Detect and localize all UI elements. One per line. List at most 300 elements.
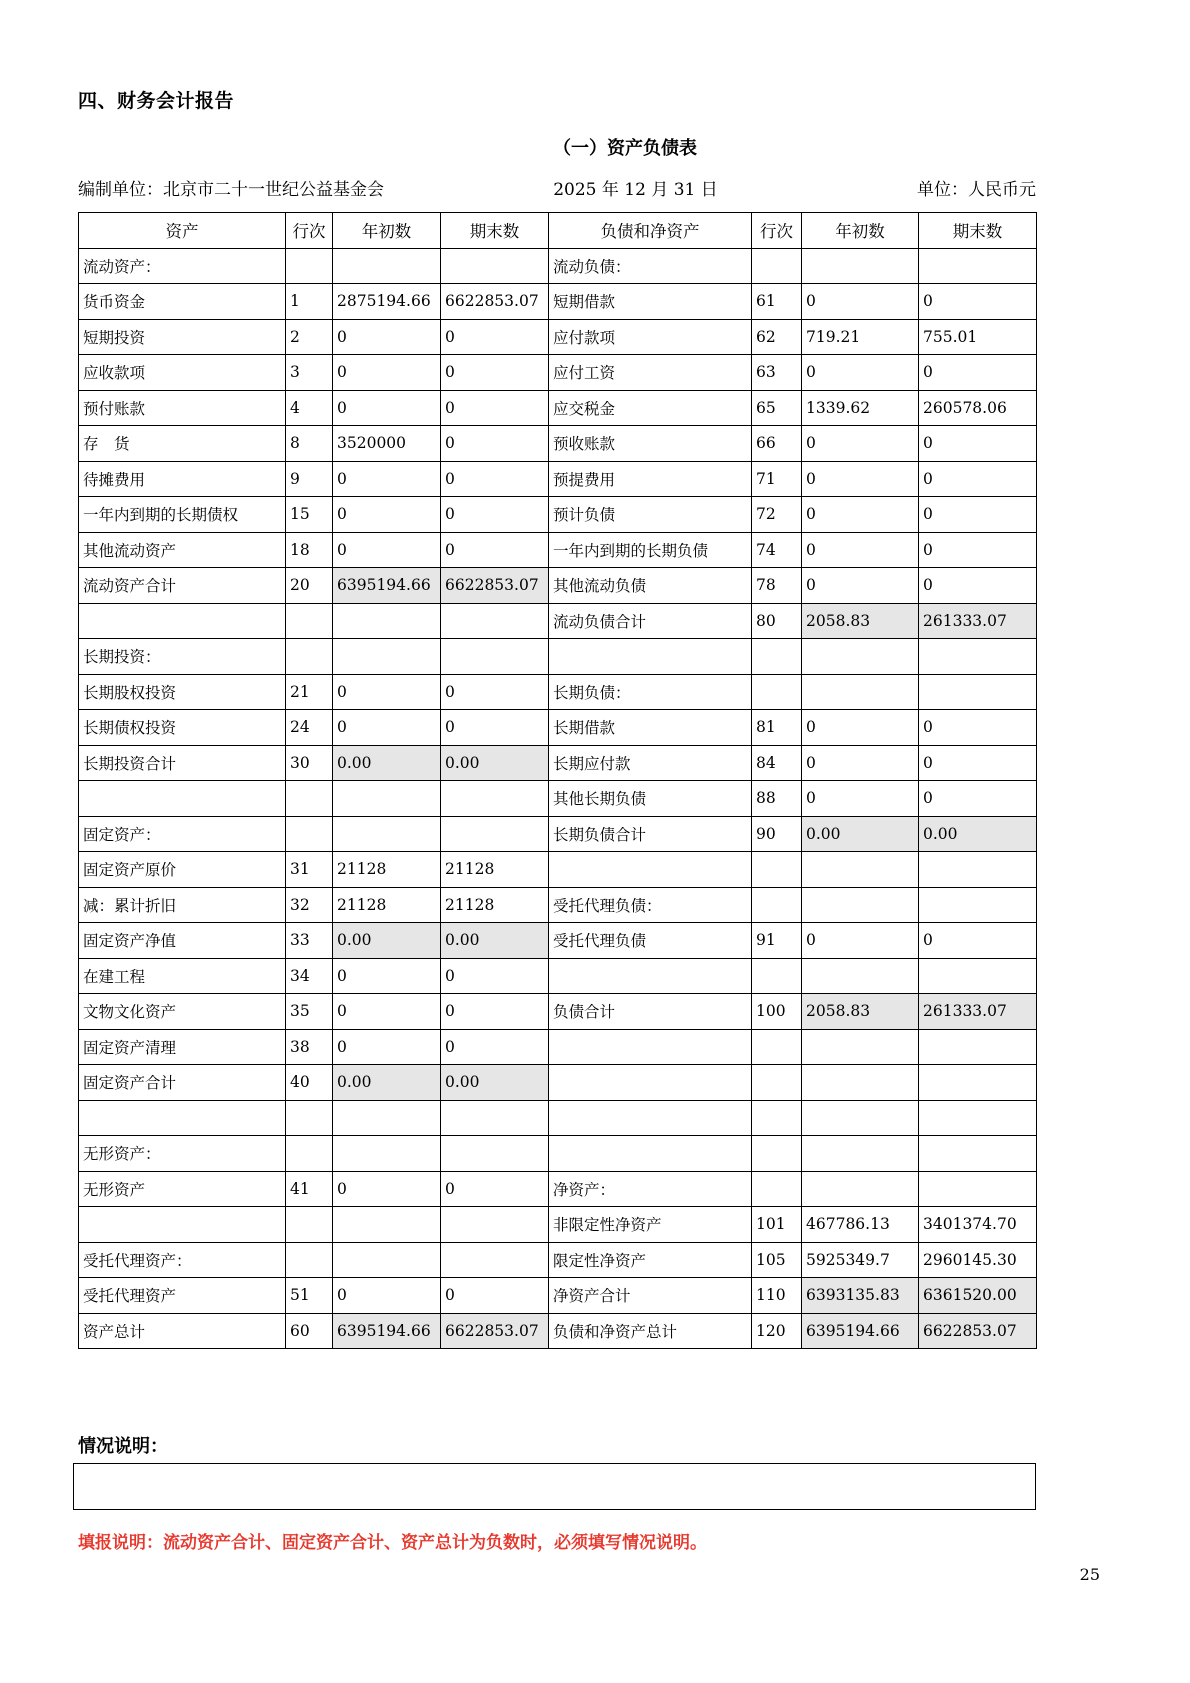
liability-end-value: 0 (919, 568, 1037, 604)
header-line-no-2: 行次 (752, 213, 802, 249)
table-row (79, 1029, 1037, 1065)
header-begin-year: 年初数 (333, 213, 441, 249)
liability-line-no: 120 (752, 1313, 802, 1349)
asset-label: 受托代理资产 (79, 1278, 286, 1314)
table-row (79, 994, 1037, 1030)
liability-label: 负债和净资产总计 (549, 1313, 752, 1349)
liability-begin-value (802, 248, 919, 284)
asset-begin-value: 0 (333, 674, 441, 710)
liability-line-no: 62 (752, 319, 802, 355)
asset-end-value: 6622853.07 (441, 1313, 549, 1349)
liability-end-value: 0 (919, 781, 1037, 817)
asset-line-no: 15 (286, 497, 333, 533)
liability-line-no (752, 674, 802, 710)
liability-end-value: 0 (919, 284, 1037, 320)
liability-end-value: 0 (919, 497, 1037, 533)
liability-label: 限定性净资产 (549, 1242, 752, 1278)
table-row (79, 1100, 1037, 1136)
liability-end-value: 6361520.00 (919, 1278, 1037, 1314)
liability-begin-value: 0 (802, 710, 919, 746)
asset-label: 长期投资合计 (79, 745, 286, 781)
table-row (79, 497, 1037, 533)
asset-line-no: 24 (286, 710, 333, 746)
asset-label: 无形资产： (79, 1136, 286, 1172)
liability-begin-value: 0 (802, 532, 919, 568)
asset-line-no: 20 (286, 568, 333, 604)
asset-line-no (286, 603, 333, 639)
liability-begin-value: 719.21 (802, 319, 919, 355)
fill-instruction-text: 填报说明：流动资产合计、固定资产合计、资产总计为负数时，必须填写情况说明。 (78, 1533, 707, 1553)
asset-begin-value: 0 (333, 532, 441, 568)
liability-end-value (919, 1100, 1037, 1136)
liability-line-no (752, 1100, 802, 1136)
liability-label (549, 852, 752, 888)
liability-begin-value: 2058.83 (802, 994, 919, 1030)
liability-label: 净资产： (549, 1171, 752, 1207)
liability-end-value (919, 639, 1037, 675)
table-row (79, 923, 1037, 959)
liability-line-no (752, 852, 802, 888)
liability-end-value (919, 1029, 1037, 1065)
liability-end-value: 261333.07 (919, 603, 1037, 639)
table-body (79, 248, 1037, 1349)
asset-label: 固定资产原价 (79, 852, 286, 888)
liability-begin-value: 6395194.66 (802, 1313, 919, 1349)
liability-begin-value: 0 (802, 461, 919, 497)
liability-begin-value (802, 887, 919, 923)
asset-begin-value: 0 (333, 461, 441, 497)
header-end-period: 期末数 (441, 213, 549, 249)
asset-line-no (286, 1100, 333, 1136)
liability-begin-value (802, 1100, 919, 1136)
asset-line-no: 21 (286, 674, 333, 710)
liability-begin-value: 5925349.7 (802, 1242, 919, 1278)
liability-line-no (752, 639, 802, 675)
liability-label: 净资产合计 (549, 1278, 752, 1314)
table-row (79, 1242, 1037, 1278)
asset-end-value: 0 (441, 1278, 549, 1314)
asset-begin-value: 0 (333, 710, 441, 746)
liability-end-value: 0 (919, 923, 1037, 959)
asset-begin-value (333, 816, 441, 852)
asset-begin-value: 3520000 (333, 426, 441, 462)
asset-end-value: 0 (441, 319, 549, 355)
liability-line-no: 105 (752, 1242, 802, 1278)
table-row (79, 674, 1037, 710)
asset-end-value: 0 (441, 958, 549, 994)
header-liabilities: 负债和净资产 (549, 213, 752, 249)
asset-label (79, 603, 286, 639)
asset-end-value (441, 781, 549, 817)
asset-end-value: 0.00 (441, 1065, 549, 1101)
page-number: 25 (1079, 1565, 1100, 1584)
table-row (79, 284, 1037, 320)
asset-label: 长期投资： (79, 639, 286, 675)
liability-label (549, 1136, 752, 1172)
header-assets: 资产 (79, 213, 286, 249)
liability-begin-value (802, 1171, 919, 1207)
liability-line-no: 84 (752, 745, 802, 781)
asset-line-no: 30 (286, 745, 333, 781)
liability-end-value (919, 887, 1037, 923)
asset-begin-value: 21128 (333, 887, 441, 923)
table-row (79, 248, 1037, 284)
report-date-label: 2025 年 12 月 31 日 (553, 180, 718, 200)
liability-begin-value: 0 (802, 781, 919, 817)
liability-end-value (919, 1171, 1037, 1207)
asset-end-value: 0.00 (441, 923, 549, 959)
liability-end-value: 2960145.30 (919, 1242, 1037, 1278)
asset-line-no (286, 1136, 333, 1172)
asset-begin-value: 0 (333, 1029, 441, 1065)
notes-input-box[interactable] (73, 1463, 1036, 1510)
liability-line-no (752, 1065, 802, 1101)
asset-label: 文物文化资产 (79, 994, 286, 1030)
asset-line-no (286, 1242, 333, 1278)
liability-line-no (752, 958, 802, 994)
liability-end-value: 0 (919, 532, 1037, 568)
asset-label: 长期债权投资 (79, 710, 286, 746)
liability-begin-value: 1339.62 (802, 390, 919, 426)
liability-end-value: 0 (919, 710, 1037, 746)
table-row (79, 1065, 1037, 1101)
liability-begin-value: 6393135.83 (802, 1278, 919, 1314)
asset-begin-value (333, 1207, 441, 1243)
liability-line-no: 74 (752, 532, 802, 568)
asset-begin-value: 6395194.66 (333, 568, 441, 604)
table-row (79, 319, 1037, 355)
liability-line-no (752, 1136, 802, 1172)
asset-label: 减：累计折旧 (79, 887, 286, 923)
liability-label: 长期借款 (549, 710, 752, 746)
asset-line-no: 1 (286, 284, 333, 320)
liability-end-value (919, 958, 1037, 994)
asset-begin-value (333, 248, 441, 284)
asset-line-no: 34 (286, 958, 333, 994)
liability-line-no: 71 (752, 461, 802, 497)
table-row (79, 390, 1037, 426)
liability-end-value: 0 (919, 461, 1037, 497)
liability-label: 受托代理负债： (549, 887, 752, 923)
liability-end-value: 755.01 (919, 319, 1037, 355)
table-row (79, 532, 1037, 568)
asset-label: 固定资产： (79, 816, 286, 852)
asset-begin-value: 0 (333, 355, 441, 391)
asset-begin-value: 0 (333, 1278, 441, 1314)
table-row (79, 426, 1037, 462)
table-row (79, 1278, 1037, 1314)
header-begin-year-2: 年初数 (802, 213, 919, 249)
liability-begin-value: 0 (802, 497, 919, 533)
asset-begin-value: 0.00 (333, 923, 441, 959)
liability-line-no (752, 887, 802, 923)
asset-end-value: 0 (441, 390, 549, 426)
asset-end-value: 0 (441, 497, 549, 533)
asset-label: 其他流动资产 (79, 532, 286, 568)
liability-begin-value (802, 958, 919, 994)
liability-end-value: 0 (919, 426, 1037, 462)
liability-line-no: 66 (752, 426, 802, 462)
liability-end-value (919, 674, 1037, 710)
liability-end-value: 260578.06 (919, 390, 1037, 426)
table-row (79, 1136, 1037, 1172)
liability-line-no: 61 (752, 284, 802, 320)
table-row (79, 887, 1037, 923)
asset-end-value (441, 1207, 549, 1243)
asset-line-no: 35 (286, 994, 333, 1030)
liability-label: 流动负债合计 (549, 603, 752, 639)
asset-begin-value: 0 (333, 958, 441, 994)
table-row (79, 852, 1037, 888)
asset-label: 固定资产净值 (79, 923, 286, 959)
liability-begin-value (802, 1029, 919, 1065)
liability-begin-value: 0 (802, 426, 919, 462)
asset-begin-value: 0 (333, 994, 441, 1030)
table-row (79, 816, 1037, 852)
liability-label (549, 1065, 752, 1101)
asset-end-value: 0.00 (441, 745, 549, 781)
header-end-period-2: 期末数 (919, 213, 1037, 249)
table-row (79, 1313, 1037, 1349)
table-row (79, 710, 1037, 746)
asset-end-value: 0 (441, 355, 549, 391)
asset-line-no: 38 (286, 1029, 333, 1065)
asset-end-value (441, 1136, 549, 1172)
liability-line-no: 90 (752, 816, 802, 852)
asset-end-value (441, 1242, 549, 1278)
asset-begin-value (333, 1100, 441, 1136)
asset-line-no: 18 (286, 532, 333, 568)
liability-line-no: 63 (752, 355, 802, 391)
liability-end-value (919, 852, 1037, 888)
liability-end-value: 261333.07 (919, 994, 1037, 1030)
liability-line-no (752, 248, 802, 284)
header-line-no: 行次 (286, 213, 333, 249)
asset-line-no (286, 639, 333, 675)
asset-line-no: 31 (286, 852, 333, 888)
asset-line-no: 40 (286, 1065, 333, 1101)
liability-label: 负债合计 (549, 994, 752, 1030)
liability-label: 短期借款 (549, 284, 752, 320)
asset-begin-value: 0.00 (333, 1065, 441, 1101)
table-row (79, 568, 1037, 604)
asset-end-value: 0 (441, 710, 549, 746)
asset-line-no (286, 1207, 333, 1243)
asset-label: 短期投资 (79, 319, 286, 355)
liability-label: 应付款项 (549, 319, 752, 355)
asset-end-value: 0 (441, 1029, 549, 1065)
asset-line-no (286, 816, 333, 852)
liability-label: 长期应付款 (549, 745, 752, 781)
liability-end-value: 3401374.70 (919, 1207, 1037, 1243)
asset-line-no: 41 (286, 1171, 333, 1207)
asset-begin-value: 0 (333, 390, 441, 426)
table-header-row (79, 213, 1037, 249)
prepared-by-label: 编制单位：北京市二十一世纪公益基金会 (78, 180, 384, 200)
liability-begin-value (802, 674, 919, 710)
asset-line-no: 8 (286, 426, 333, 462)
liability-label: 预计负债 (549, 497, 752, 533)
notes-heading: 情况说明： (78, 1436, 168, 1457)
asset-begin-value (333, 639, 441, 675)
liability-end-value (919, 248, 1037, 284)
asset-begin-value: 0.00 (333, 745, 441, 781)
table-row (79, 1207, 1037, 1243)
asset-label: 一年内到期的长期债权 (79, 497, 286, 533)
liability-line-no (752, 1029, 802, 1065)
liability-label: 长期负债： (549, 674, 752, 710)
liability-begin-value (802, 852, 919, 888)
table-row (79, 781, 1037, 817)
asset-end-value: 0 (441, 532, 549, 568)
liability-label: 预收账款 (549, 426, 752, 462)
liability-label: 受托代理负债 (549, 923, 752, 959)
asset-end-value: 0 (441, 994, 549, 1030)
liability-label (549, 639, 752, 675)
asset-line-no: 33 (286, 923, 333, 959)
liability-begin-value: 467786.13 (802, 1207, 919, 1243)
liability-label: 一年内到期的长期负债 (549, 532, 752, 568)
section-heading: 四、财务会计报告 (78, 90, 235, 112)
liability-label: 流动负债： (549, 248, 752, 284)
table-row (79, 461, 1037, 497)
asset-line-no (286, 248, 333, 284)
liability-begin-value (802, 1065, 919, 1101)
liability-label: 应交税金 (549, 390, 752, 426)
liability-begin-value: 0.00 (802, 816, 919, 852)
currency-unit-label: 单位：人民币元 (916, 180, 1036, 200)
asset-begin-value: 0 (333, 497, 441, 533)
asset-label: 固定资产合计 (79, 1065, 286, 1101)
asset-end-value: 21128 (441, 852, 549, 888)
liability-begin-value: 2058.83 (802, 603, 919, 639)
asset-begin-value: 0 (333, 1171, 441, 1207)
asset-end-value: 0 (441, 674, 549, 710)
asset-begin-value (333, 781, 441, 817)
asset-line-no: 3 (286, 355, 333, 391)
liability-begin-value: 0 (802, 284, 919, 320)
asset-label: 存 货 (79, 426, 286, 462)
asset-end-value: 6622853.07 (441, 284, 549, 320)
asset-begin-value (333, 1242, 441, 1278)
asset-end-value (441, 603, 549, 639)
table-row (79, 639, 1037, 675)
asset-end-value (441, 1100, 549, 1136)
page-title: （一）资产负债表 (553, 138, 697, 159)
asset-end-value (441, 816, 549, 852)
asset-label: 固定资产清理 (79, 1029, 286, 1065)
asset-line-no: 32 (286, 887, 333, 923)
liability-label: 非限定性净资产 (549, 1207, 752, 1243)
asset-line-no: 9 (286, 461, 333, 497)
asset-label (79, 781, 286, 817)
balance-sheet-table (78, 212, 1037, 1349)
asset-label: 流动资产： (79, 248, 286, 284)
asset-label (79, 1100, 286, 1136)
liability-label: 其他流动负债 (549, 568, 752, 604)
liability-end-value: 0 (919, 355, 1037, 391)
asset-label: 在建工程 (79, 958, 286, 994)
liability-line-no: 80 (752, 603, 802, 639)
liability-label: 长期负债合计 (549, 816, 752, 852)
liability-label: 其他长期负债 (549, 781, 752, 817)
liability-end-value (919, 1065, 1037, 1101)
liability-end-value: 0 (919, 745, 1037, 781)
liability-begin-value: 0 (802, 923, 919, 959)
asset-label: 货币资金 (79, 284, 286, 320)
liability-line-no (752, 1171, 802, 1207)
liability-line-no: 110 (752, 1278, 802, 1314)
asset-label: 无形资产 (79, 1171, 286, 1207)
liability-line-no: 72 (752, 497, 802, 533)
liability-line-no: 65 (752, 390, 802, 426)
asset-line-no: 60 (286, 1313, 333, 1349)
liability-label: 预提费用 (549, 461, 752, 497)
asset-begin-value (333, 603, 441, 639)
liability-label (549, 958, 752, 994)
liability-begin-value: 0 (802, 355, 919, 391)
liability-label (549, 1029, 752, 1065)
liability-begin-value (802, 639, 919, 675)
asset-begin-value: 6395194.66 (333, 1313, 441, 1349)
liability-label: 应付工资 (549, 355, 752, 391)
asset-line-no: 51 (286, 1278, 333, 1314)
liability-begin-value: 0 (802, 568, 919, 604)
asset-label: 资产总计 (79, 1313, 286, 1349)
asset-label (79, 1207, 286, 1243)
liability-line-no: 101 (752, 1207, 802, 1243)
asset-end-value: 0 (441, 426, 549, 462)
asset-end-value: 0 (441, 1171, 549, 1207)
liability-line-no: 81 (752, 710, 802, 746)
asset-end-value: 0 (441, 461, 549, 497)
asset-begin-value: 2875194.66 (333, 284, 441, 320)
asset-end-value (441, 248, 549, 284)
asset-begin-value: 0 (333, 319, 441, 355)
table-row (79, 745, 1037, 781)
liability-begin-value: 0 (802, 745, 919, 781)
liability-line-no: 88 (752, 781, 802, 817)
liability-label (549, 1100, 752, 1136)
asset-label: 预付账款 (79, 390, 286, 426)
asset-begin-value (333, 1136, 441, 1172)
asset-label: 长期股权投资 (79, 674, 286, 710)
asset-label: 流动资产合计 (79, 568, 286, 604)
asset-line-no: 2 (286, 319, 333, 355)
asset-end-value (441, 639, 549, 675)
liability-end-value: 6622853.07 (919, 1313, 1037, 1349)
asset-line-no (286, 781, 333, 817)
asset-label: 受托代理资产： (79, 1242, 286, 1278)
liability-line-no: 100 (752, 994, 802, 1030)
asset-line-no: 4 (286, 390, 333, 426)
liability-line-no: 91 (752, 923, 802, 959)
asset-label: 应收款项 (79, 355, 286, 391)
liability-line-no: 78 (752, 568, 802, 604)
liability-end-value (919, 1136, 1037, 1172)
asset-end-value: 21128 (441, 887, 549, 923)
asset-end-value: 6622853.07 (441, 568, 549, 604)
table-meta-row (78, 175, 1036, 200)
liability-begin-value (802, 1136, 919, 1172)
asset-label: 待摊费用 (79, 461, 286, 497)
table-row (79, 603, 1037, 639)
liability-end-value: 0.00 (919, 816, 1037, 852)
table-row (79, 355, 1037, 391)
table-row (79, 958, 1037, 994)
table-row (79, 1171, 1037, 1207)
asset-begin-value: 21128 (333, 852, 441, 888)
